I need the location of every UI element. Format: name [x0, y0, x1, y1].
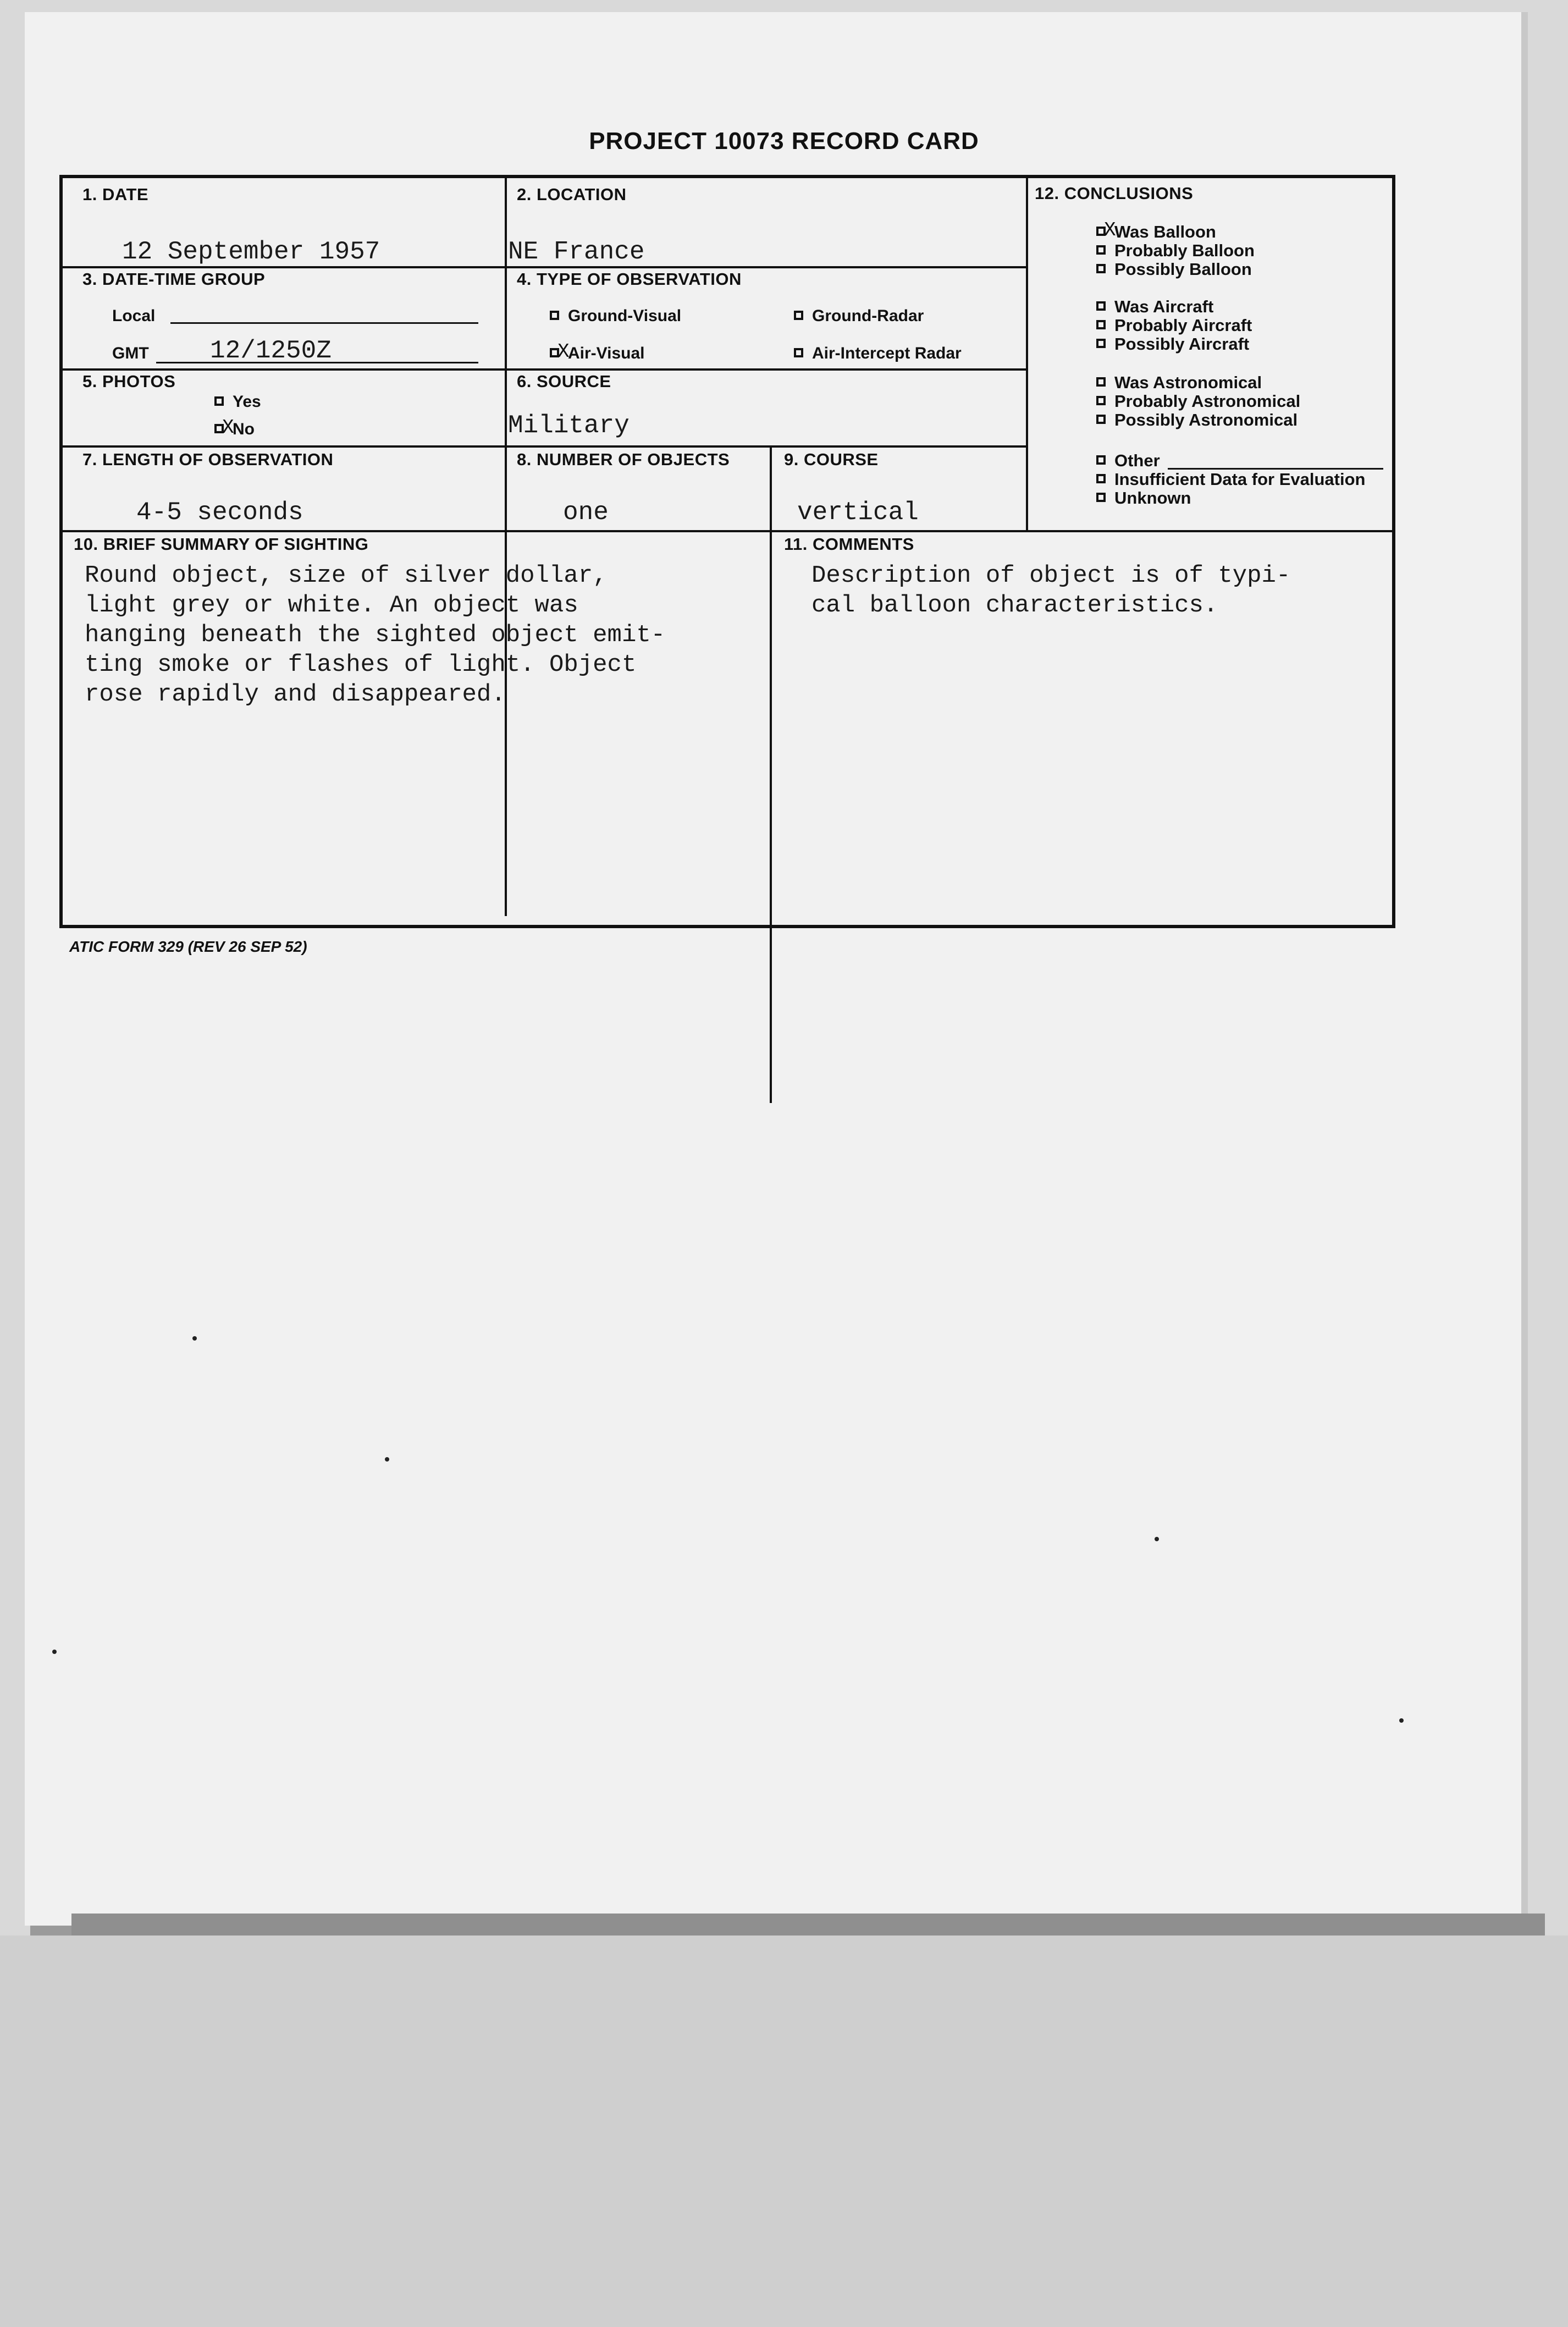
checkbox-air-intercept-radar[interactable]: [794, 348, 803, 357]
conclusion-unknown[interactable]: Unknown: [1096, 488, 1191, 508]
checkbox-insufficient-data[interactable]: [1096, 474, 1106, 483]
source-value: Military: [508, 411, 630, 440]
scan-speck: [1155, 1537, 1159, 1541]
length-of-observation-label: 7. LENGTH OF OBSERVATION: [82, 450, 334, 469]
brief-summary-label: 10. BRIEF SUMMARY OF SIGHTING: [74, 534, 369, 554]
location-label: 2. LOCATION: [517, 185, 627, 204]
checkbox-possibly-aircraft[interactable]: [1096, 339, 1106, 348]
checkbox-possibly-balloon[interactable]: [1096, 264, 1106, 273]
checkbox-probably-aircraft[interactable]: [1096, 320, 1106, 329]
checkbox-air-visual[interactable]: [550, 348, 559, 357]
conclusion-was-astronomical[interactable]: Was Astronomical: [1096, 373, 1262, 393]
scan-speck: [385, 1457, 389, 1462]
photos-label: 5. PHOTOS: [82, 372, 176, 391]
conclusion-was-balloon[interactable]: XWas Balloon: [1096, 222, 1216, 242]
page-title: PROJECT 10073 RECORD CARD: [589, 128, 979, 155]
conclusion-probably-balloon[interactable]: Probably Balloon: [1096, 241, 1255, 261]
conclusion-insufficient-data[interactable]: Insufficient Data for Evaluation: [1096, 470, 1365, 489]
conclusion-possibly-aircraft[interactable]: Possibly Aircraft: [1096, 334, 1249, 354]
checkbox-was-aircraft[interactable]: [1096, 301, 1106, 311]
checkbox-ground-visual[interactable]: [550, 311, 559, 320]
option-ground-radar[interactable]: Ground-Radar: [794, 307, 924, 326]
checkbox-photos-yes[interactable]: [214, 396, 224, 406]
divider-row-4: [63, 530, 1393, 532]
divider-row-2: [63, 368, 1026, 371]
course-label: 9. COURSE: [784, 450, 879, 469]
scan-speck: [192, 1336, 197, 1341]
date-value: 12 September 1957: [122, 238, 380, 266]
number-of-objects-value: one: [563, 498, 609, 527]
conclusion-was-aircraft[interactable]: Was Aircraft: [1096, 297, 1213, 317]
checkbox-ground-radar[interactable]: [794, 311, 803, 320]
number-of-objects-label: 8. NUMBER OF OBJECTS: [517, 450, 730, 469]
conclusion-possibly-astronomical[interactable]: Possibly Astronomical: [1096, 410, 1298, 430]
course-value: vertical: [797, 498, 919, 527]
checkbox-possibly-astronomical[interactable]: [1096, 415, 1106, 424]
option-air-visual[interactable]: XAir-Visual: [550, 344, 645, 363]
sheet-shadow: [71, 1914, 1545, 1936]
checkbox-was-astronomical[interactable]: [1096, 377, 1106, 387]
gmt-label: GMT: [112, 344, 149, 362]
option-ground-visual[interactable]: Ground-Visual: [550, 307, 681, 326]
conclusion-probably-aircraft[interactable]: Probably Aircraft: [1096, 316, 1252, 335]
background-area: [0, 1936, 1568, 2327]
divider-col-1: [505, 178, 507, 916]
checkbox-probably-balloon[interactable]: [1096, 245, 1106, 255]
date-time-group-label: 3. DATE-TIME GROUP: [82, 269, 266, 289]
local-label: Local: [112, 307, 156, 325]
scan-speck: [52, 1650, 57, 1654]
local-field-line: [170, 322, 478, 324]
scan-speck: [1399, 1718, 1404, 1723]
comments-text: Description of object is of typi- cal balloon characteristics.: [811, 562, 1291, 619]
divider-col-4: [770, 530, 772, 926]
checkbox-other[interactable]: [1096, 455, 1106, 465]
divider-col-2: [1026, 178, 1028, 530]
record-form: [59, 175, 1395, 928]
location-value: NE France: [508, 238, 645, 266]
divider-row-3: [63, 445, 1026, 448]
checkbox-was-balloon[interactable]: [1096, 227, 1106, 236]
checkbox-probably-astronomical[interactable]: [1096, 396, 1106, 405]
conclusions-label: 12. CONCLUSIONS: [1035, 184, 1194, 203]
option-photos-yes[interactable]: Yes: [214, 393, 261, 411]
option-air-intercept-radar[interactable]: Air-Intercept Radar: [794, 344, 962, 363]
conclusion-other[interactable]: Other: [1096, 451, 1160, 471]
conclusion-probably-astronomical[interactable]: Probably Astronomical: [1096, 391, 1300, 411]
brief-summary-text: Round object, size of silver dollar, light grey or white. An object was hanging beneath the sighted object emit- ting smoke or flashes of light. Object rose rapidly and disappeared.: [85, 562, 666, 708]
divider-row-1: [63, 266, 1026, 268]
length-of-observation-value: 4-5 seconds: [136, 498, 303, 527]
source-label: 6. SOURCE: [517, 372, 611, 391]
type-of-observation-label: 4. TYPE OF OBSERVATION: [517, 269, 742, 289]
comments-label: 11. COMMENTS: [784, 534, 914, 554]
date-label: 1. DATE: [82, 185, 149, 204]
gmt-value: 12/1250Z: [210, 337, 332, 365]
option-photos-no[interactable]: XNo: [214, 420, 255, 439]
conclusion-possibly-balloon[interactable]: Possibly Balloon: [1096, 260, 1252, 279]
checkbox-unknown[interactable]: [1096, 493, 1106, 502]
form-number: ATIC FORM 329 (REV 26 SEP 52): [69, 938, 307, 955]
checkbox-photos-no[interactable]: [214, 424, 224, 433]
